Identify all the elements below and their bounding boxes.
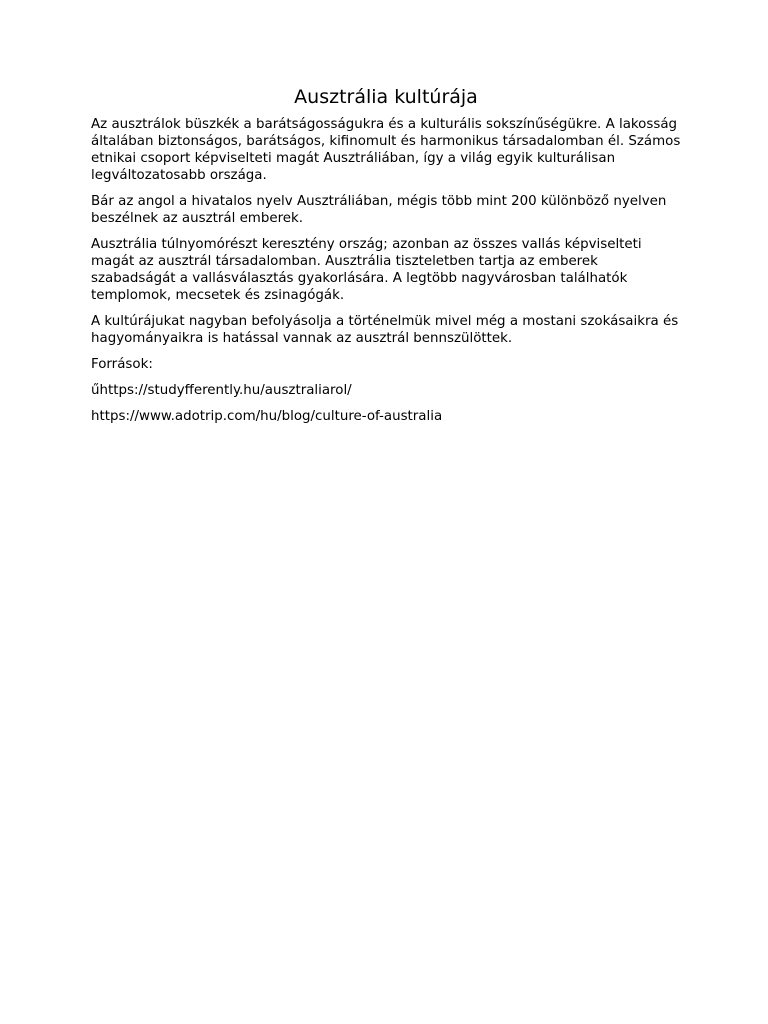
source-link-adotrip[interactable]: https://www.adotrip.com/hu/blog/culture-of-australia bbox=[91, 409, 443, 424]
paragraph-history: A kultúrájukat nagyban befolyásolja a történelmük mivel még a mostani szokásaikra és hagyományaikra is hatással vannak az ausztrál bennszülöttek. bbox=[91, 314, 679, 346]
document-title: Ausztrália kultúrája bbox=[294, 86, 478, 108]
sources-label: Források: bbox=[91, 357, 153, 372]
paragraph-culture-diversity: Az ausztrálok büszkék a barátságosságukra és a kulturális sokszínűségükre. A lakosság általában biztonságos, barátságos, kifinomult és harmonikus társadalomban él. Számos etnikai csoport képviselteti magát Ausztráliában, így a világ egyik kulturálisan legváltozatosabb országa. bbox=[91, 117, 681, 183]
document-page bbox=[91, 84, 681, 434]
source-link-studyfferently[interactable]: űhttps://studyfferently.hu/ausztraliarol/ bbox=[91, 383, 352, 398]
paragraph-languages: Bár az angol a hivatalos nyelv Ausztráliában, mégis több mint 200 különböző nyelven beszélnek az ausztrál emberek. bbox=[91, 194, 667, 226]
paragraph-religion: Ausztrália túlnyomórészt keresztény ország; azonban az összes vallás képviselteti magát az ausztrál társadalomban. Ausztrália tiszteletben tartja az emberek szabadságát a vallásválasztás gyakorlására. A legtöbb nagyvárosban találhatók templomok, mecsetek és zsinagógák. bbox=[91, 237, 642, 303]
